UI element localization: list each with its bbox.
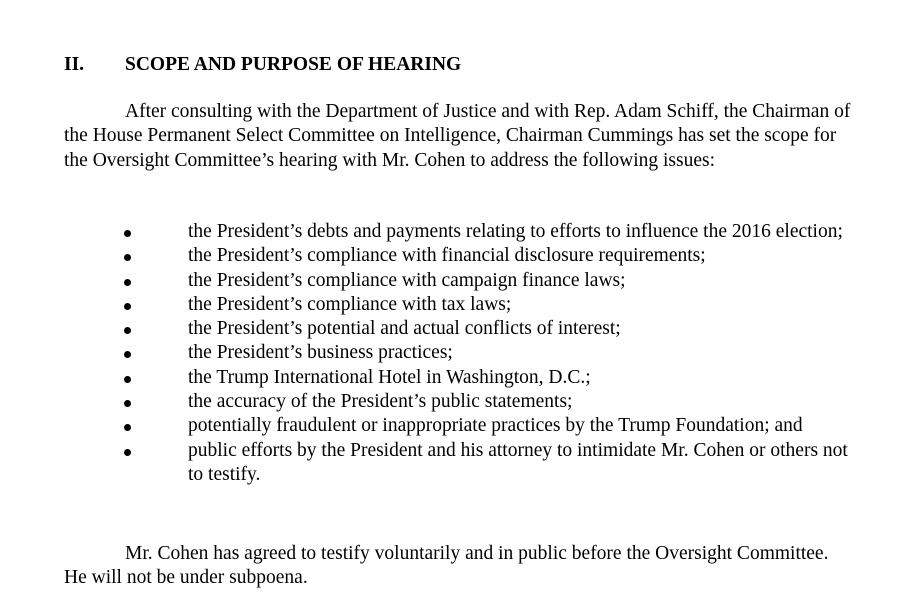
intro-paragraph: After consulting with the Department of Justice and with Rep. Adam Schiff, the Chairman of the House Permanent Select Committee on Intelligence, Chairman Cummings has set the scope for the Oversight Committee’s hearing with Mr. Cohen to address the following issues: xyxy=(64,101,851,171)
list-item xyxy=(64,269,864,293)
bullet-icon xyxy=(124,351,131,358)
issue-text: the President’s compliance with campaign finance laws; xyxy=(188,269,626,291)
bullet-icon xyxy=(124,279,131,286)
bullet-icon xyxy=(124,376,131,383)
section-title: SCOPE AND PURPOSE OF HEARING xyxy=(125,54,462,75)
issue-text: the President’s compliance with financial disclosure requirements; xyxy=(188,245,706,267)
issue-text: potentially fraudulent or inappropriate practices by the Trump Foundation; and xyxy=(188,415,803,437)
bullet-icon xyxy=(124,303,131,310)
list-item xyxy=(64,341,864,365)
issue-text: the President’s debts and payments relating to efforts to influence the 2016 election; xyxy=(188,221,843,242)
list-item xyxy=(64,366,864,390)
list-item xyxy=(64,220,864,244)
issues-list xyxy=(64,220,864,487)
bullet-icon xyxy=(124,230,131,237)
issue-text: the President’s business practices; xyxy=(188,342,453,364)
issue-text: the Trump International Hotel in Washington, D.C.; xyxy=(188,366,591,388)
bullet-icon xyxy=(124,424,131,431)
list-item xyxy=(64,390,864,414)
bullet-icon xyxy=(124,254,131,261)
issue-text: the President’s potential and actual conflicts of interest; xyxy=(188,318,621,340)
issue-text: public efforts by the President and his attorney to intimidate Mr. Cohen or others not to testify. xyxy=(188,439,848,485)
bullet-icon xyxy=(124,327,131,334)
bullet-icon xyxy=(124,449,131,456)
list-item xyxy=(64,414,864,438)
list-item xyxy=(64,244,864,268)
list-item xyxy=(64,293,864,317)
bullet-icon xyxy=(124,400,131,407)
list-item xyxy=(64,439,864,488)
closing-paragraph: Mr. Cohen has agreed to testify voluntarily and in public before the Oversight Committee. He will not be under subpoena. xyxy=(64,543,829,589)
section-number: II. xyxy=(64,54,85,75)
list-item xyxy=(64,317,864,341)
issue-text: the President’s compliance with tax laws; xyxy=(188,293,512,315)
issue-text: the accuracy of the President’s public statements; xyxy=(188,391,573,413)
